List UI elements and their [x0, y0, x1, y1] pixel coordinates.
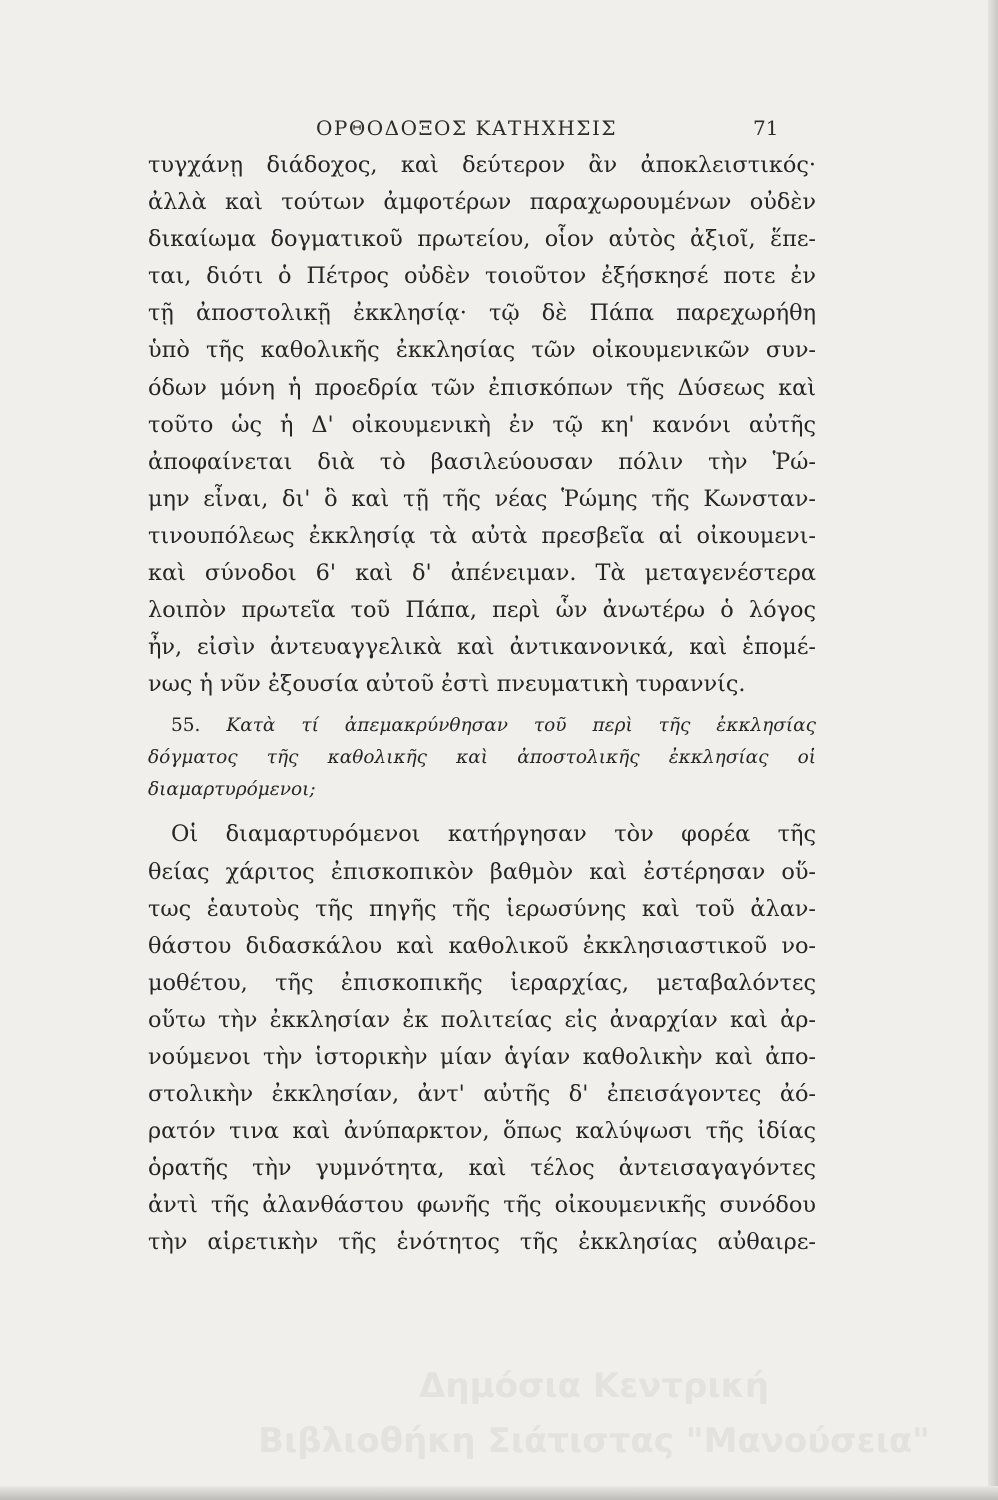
text-line: νως ἡ νῦν ἐξουσία αὐτοῦ ἐστὶ πνευματικὴ τυραννίς. [148, 671, 746, 698]
page-edge-right [988, 0, 998, 1500]
library-watermark-line-1: Δημόσια Κεντρική [419, 1366, 769, 1406]
text-line: τυγχάνῃ διάδοχος, καὶ δεύτερον ἂν ἀποκλειστικός· [148, 152, 816, 178]
text-line: όδων μόνη ἡ προεδρία τῶν ἐπισκόπων τῆς Δύσεως καὶ [148, 374, 816, 401]
text-line: τινουπόλεως ἐκκλησίᾳ τὰ αὐτὰ πρεσβεῖα αἱ οἰκουμενι- [148, 522, 816, 549]
text-line: ἀποφαίνεται διὰ τὸ βασιλεύουσαν πόλιν τὴν Ῥώ- [148, 448, 816, 475]
text-line: ἀλλὰ καὶ τούτων ἀμφοτέρων παραχωρουμένων οὐδὲν [148, 189, 816, 216]
text-line: Οἱ διαμαρτυρόμενοι κατήργησαν τὸν φορέα τῆς [171, 821, 816, 848]
text-line: θάστου διδασκάλου καὶ καθολικοῦ ἐκκλησιαστικοῦ νο- [148, 932, 816, 959]
text-line: ἀντὶ τῆς ἀλανθάστου φωνῆς τῆς οἰκουμενικῆς συνόδου [148, 1192, 816, 1219]
text-line: ται, διότι ὁ Πέτρος οὐδὲν τοιοῦτον ἐξήσκησέ ποτε ἐν [148, 263, 816, 290]
question-heading [148, 710, 816, 806]
running-title: ΟΡΘΟΔΟΞΟΣ ΚΑΤΗΧΗΣΙΣ [316, 116, 617, 140]
text-line: δικαίωμα δογματικοῦ πρωτείου, οἷον αὐτὸς ἀξιοῖ, ἕπε- [148, 226, 816, 253]
text-line: ἦν, εἰσὶν ἀντευαγγελικὰ καὶ ἀντικανονικά, καὶ ἑπομέ- [148, 634, 816, 661]
text-line: ὁρατῆς τὴν γυμνότητα, καὶ τέλος ἀντεισαγαγόντες [148, 1155, 816, 1182]
body-text [148, 147, 816, 1262]
text-line: ρατόν τινα καὶ ἀνύπαρκτον, ὅπως καλύψωσι τῆς ἰδίας [148, 1118, 816, 1145]
paragraph-2 [148, 816, 816, 1261]
text-line: μην εἶναι, δι' ὃ καὶ τῇ τῆς νέας Ῥώμης τῆς Κωνσταν- [148, 485, 816, 512]
question-text: Κατὰ τί ἀπεμακρύνθησαν τοῦ περὶ τῆς ἐκκλησίας [226, 715, 816, 737]
paragraph-1 [148, 147, 816, 703]
text-line: νούμενοι τὴν ἱστορικὴν μίαν ἁγίαν καθολικὴν καὶ ἀπο- [148, 1043, 816, 1070]
text-line: στολικὴν ἐκκλησίαν, ἀντ' αὐτῆς δ' ἐπεισάγοντες ἀό- [148, 1081, 816, 1108]
text-line: λοιπὸν πρωτεῖα τοῦ Πάπα, περὶ ὧν ἀνωτέρω ὁ λόγος [148, 597, 816, 624]
question-line: δόγματος τῆς καθολικῆς καὶ ἀποστολικῆς ἐκκλησίας οἱ [148, 747, 816, 769]
text-line: οὕτω τὴν ἐκκλησίαν ἐκ πολιτείας εἰς ἀναρχίαν καὶ ἀρ- [148, 1006, 816, 1033]
page-edge-bottom [0, 1486, 998, 1500]
text-line: ὑπὸ τῆς καθολικῆς ἐκκλησίας τῶν οἰκουμενικῶν συν- [148, 337, 816, 364]
text-line: μοθέτου, τῆς ἐπισκοπικῆς ἱεραρχίας, μεταβαλόντες [148, 969, 816, 996]
text-line: τὴν αἱρετικὴν τῆς ἑνότητος τῆς ἐκκλησίας αὐθαιρε- [148, 1229, 816, 1256]
text-line: τῇ ἀποστολικῇ ἐκκλησίᾳ· τῷ δὲ Πάπα παρεχωρήθη [148, 300, 816, 327]
question-number: 55. [171, 715, 201, 737]
text-line: τοῦτο ὡς ἡ Δ' οἰκουμενικὴ ἐν τῷ κη' κανόνι αὐτῆς [148, 411, 816, 438]
page-number: 71 [753, 116, 779, 140]
library-watermark-line-2: Βιβλιοθήκη Σιάτιστας "Μανούσεια" [258, 1421, 930, 1461]
text-line: καὶ σύνοδοι 6' καὶ δ' ἀπένειμαν. Τὰ μεταγενέστερα [148, 560, 816, 587]
page-header [0, 116, 998, 146]
question-line [148, 710, 816, 742]
text-line: τως ἑαυτοὺς τῆς πηγῆς τῆς ἱερωσύνης καὶ τοῦ ἀλαν- [148, 895, 816, 922]
question-line: διαμαρτυρόμενοι; [148, 779, 316, 801]
text-line: θείας χάριτος ἐπισκοπικὸν βαθμὸν καὶ ἐστέρησαν οὕ- [148, 858, 816, 885]
